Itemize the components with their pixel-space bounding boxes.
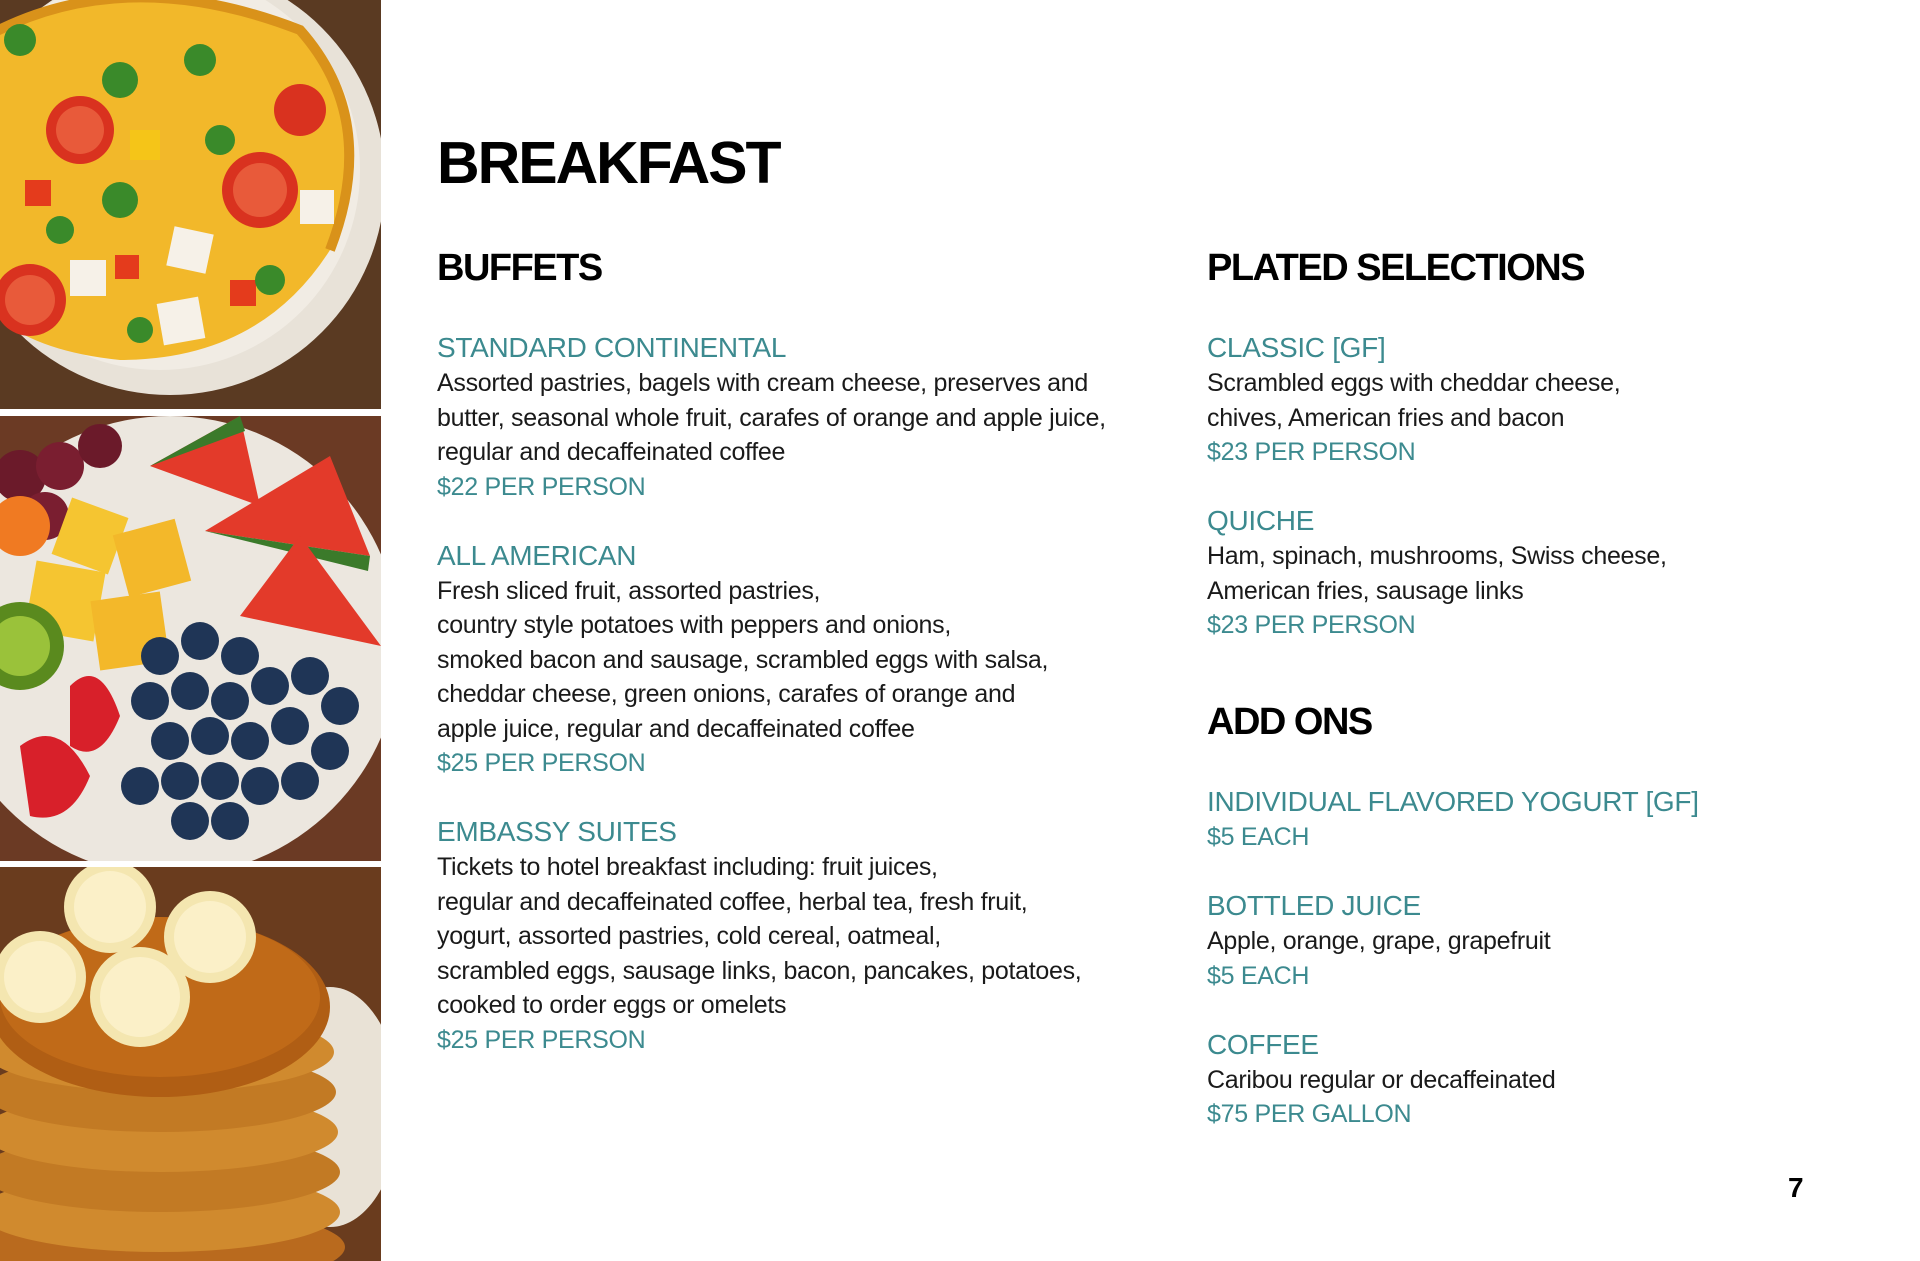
item-price: $5 EACH: [1207, 823, 1310, 851]
description-line: regular and decaffeinated coffee: [437, 438, 786, 466]
item-description: [437, 574, 1177, 747]
item-name: CLASSIC [GF]: [1207, 332, 1386, 363]
add-ons-heading: ADD ONS: [1207, 701, 1372, 743]
description-line: butter, seasonal whole fruit, carafes of orange and apple juice,: [437, 403, 1106, 432]
description-line: Scrambled eggs with cheddar cheese,: [1207, 369, 1621, 397]
item-name: COFFEE: [1207, 1028, 1319, 1060]
item-price: $22 PER PERSON: [437, 472, 646, 501]
menu-item-standard-continental: [437, 330, 1177, 504]
menu-item-embassy-suites: [437, 814, 1177, 1057]
item-description: [437, 366, 1177, 470]
item-price: $23 PER PERSON: [1207, 438, 1416, 466]
item-description: [437, 850, 1177, 1023]
description-line: chives, American fries and bacon: [1207, 403, 1565, 432]
item-name: INDIVIDUAL FLAVORED YOGURT [GF]: [1207, 786, 1699, 817]
item-description: [1207, 366, 1907, 435]
menu-item-bottled-juice: [1207, 888, 1907, 993]
description-line: smoked bacon and sausage, scrambled eggs with salsa,: [437, 645, 1049, 674]
page-number: 7: [1788, 1172, 1804, 1203]
description-line: Apple, orange, grape, grapefruit: [1207, 927, 1551, 955]
plated-and-addons-section: [1207, 240, 1907, 1131]
item-name: QUICHE: [1207, 505, 1315, 536]
item-name: ALL AMERICAN: [437, 539, 637, 571]
item-description: [1207, 924, 1907, 959]
description-line: country style potatoes with peppers and onions,: [437, 611, 952, 639]
description-line: Assorted pastries, bagels with cream cheese, preserves and: [437, 369, 1088, 397]
description-line: American fries, sausage links: [1207, 576, 1524, 605]
item-description: [1207, 539, 1907, 608]
item-price: $75 PER GALLON: [1207, 1100, 1412, 1128]
menu-item-all-american: [437, 538, 1177, 781]
description-line: apple juice, regular and decaffeinated coffee: [437, 714, 915, 743]
plated-selections-heading: PLATED SELECTIONS: [1207, 247, 1585, 289]
description-line: yogurt, assorted pastries, cold cereal, oatmeal,: [437, 922, 941, 950]
item-name: STANDARD CONTINENTAL: [437, 332, 787, 363]
item-price: $25 PER PERSON: [437, 749, 646, 777]
menu-item-yogurt: [1207, 784, 1907, 854]
description-line: cheddar cheese, green onions, carafes of orange and: [437, 680, 1016, 708]
item-price: $5 EACH: [1207, 961, 1310, 990]
buffets-section: [437, 240, 1177, 1057]
item-name: EMBASSY SUITES: [437, 816, 677, 847]
description-line: regular and decaffeinated coffee, herbal tea, fresh fruit,: [437, 887, 1028, 916]
item-price: $25 PER PERSON: [437, 1025, 646, 1054]
pancake-stack-photo: [0, 867, 381, 1261]
menu-item-coffee: [1207, 1027, 1907, 1132]
item-description: [1207, 1063, 1907, 1098]
page-title: BREAKFAST: [437, 130, 780, 196]
item-name: BOTTLED JUICE: [1207, 890, 1421, 921]
item-price: $23 PER PERSON: [1207, 611, 1416, 639]
description-line: scrambled eggs, sausage links, bacon, pancakes, potatoes,: [437, 956, 1082, 985]
buffets-heading: BUFFETS: [437, 247, 602, 289]
description-line: Tickets to hotel breakfast including: fruit juices,: [437, 853, 938, 881]
menu-item-classic: [1207, 330, 1907, 469]
menu-item-quiche: [1207, 503, 1907, 642]
description-line: Caribou regular or decaffeinated: [1207, 1065, 1556, 1094]
photo-column: [0, 0, 381, 1261]
description-line: Ham, spinach, mushrooms, Swiss cheese,: [1207, 542, 1667, 570]
fruit-platter-photo: [0, 416, 381, 861]
description-line: Fresh sliced fruit, assorted pastries,: [437, 576, 821, 605]
omelet-photo: [0, 0, 381, 409]
description-line: cooked to order eggs or omelets: [437, 991, 787, 1019]
